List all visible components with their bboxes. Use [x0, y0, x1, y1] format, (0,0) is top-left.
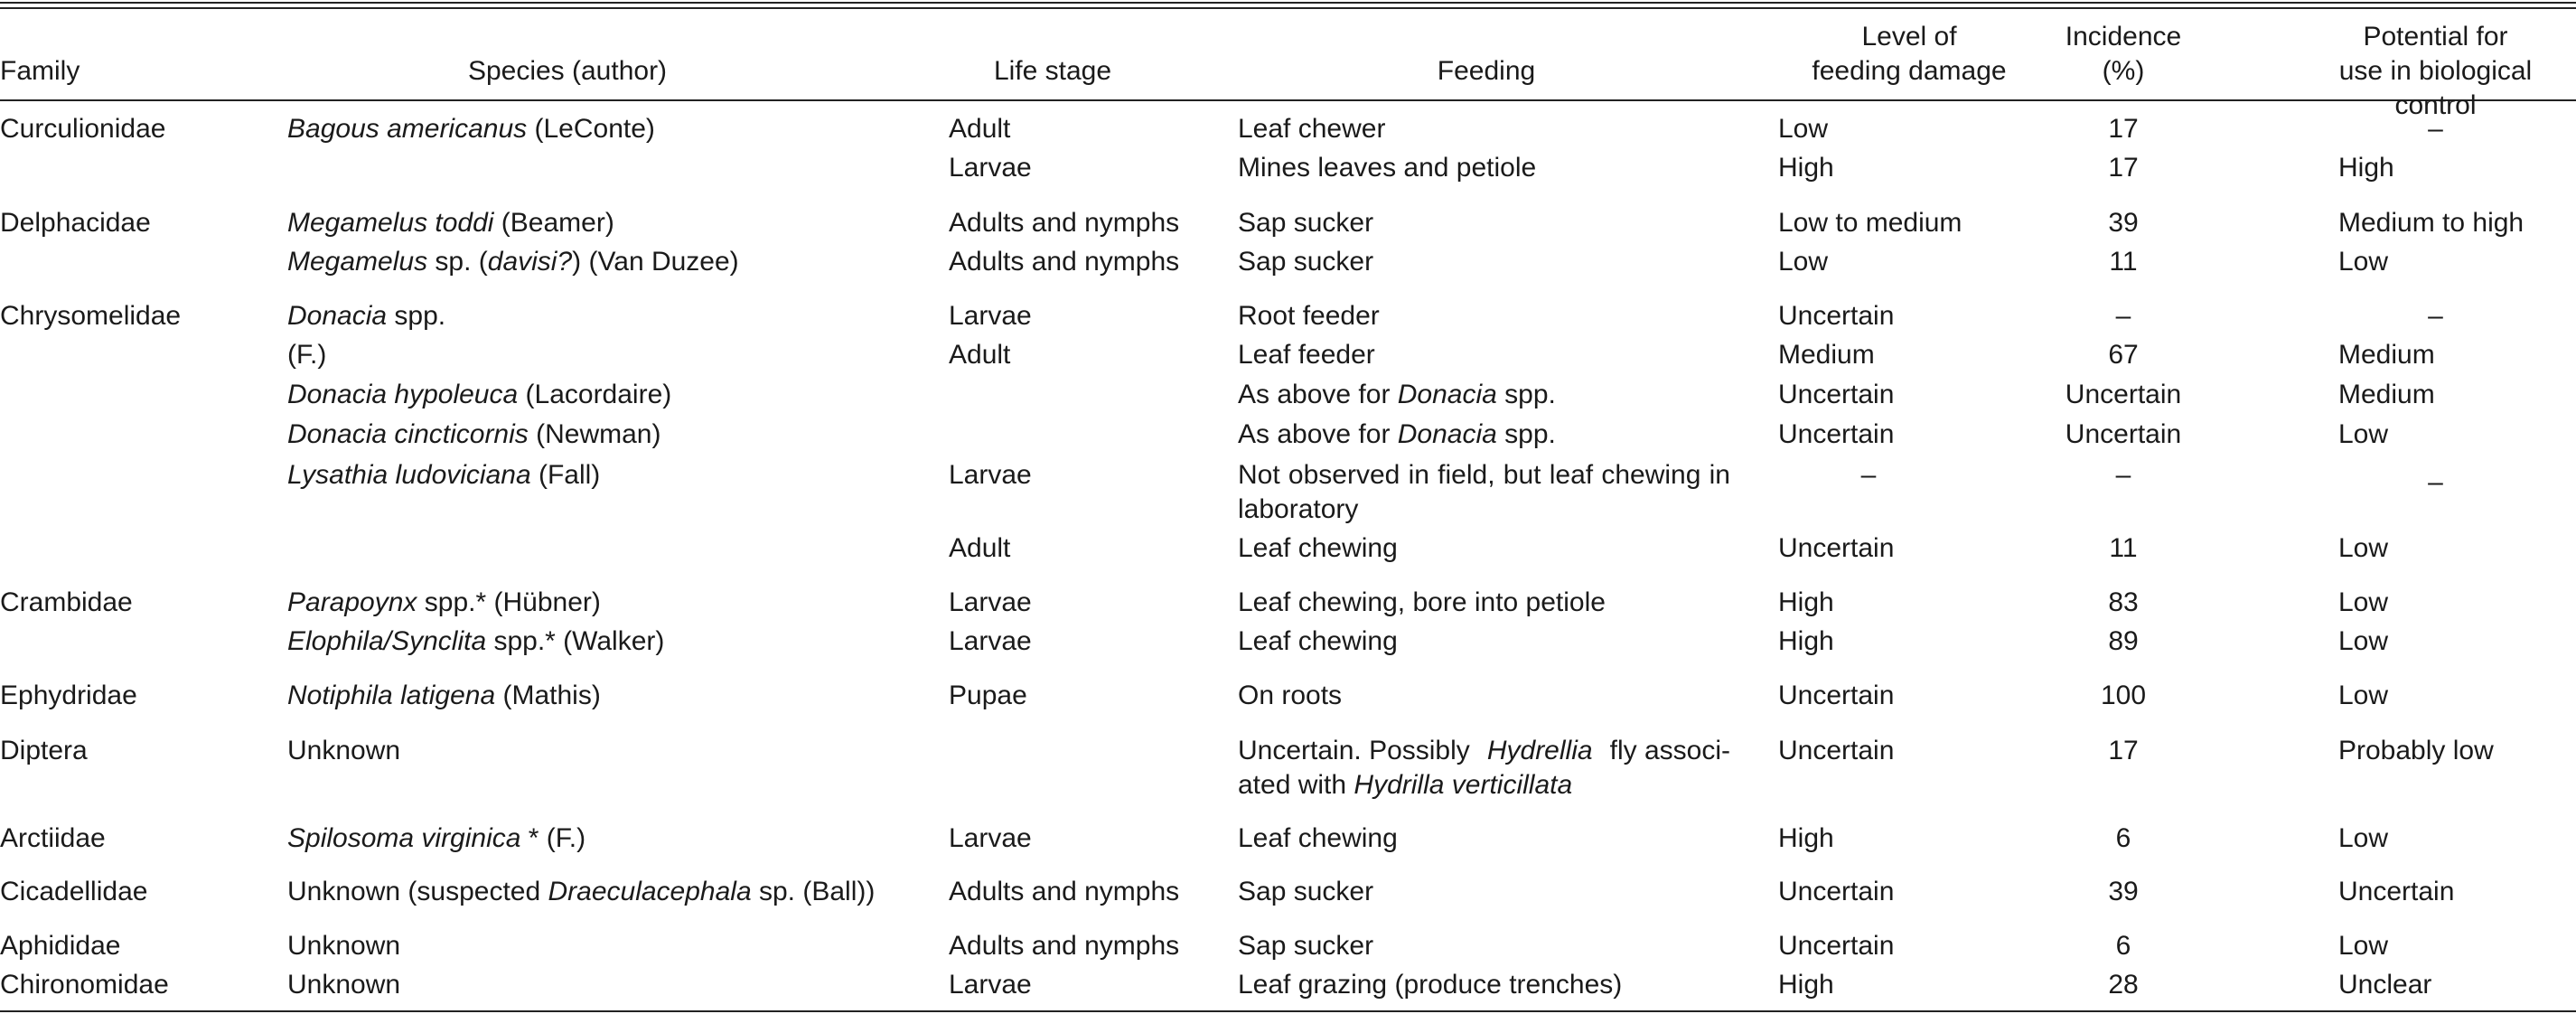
cell-incidence: 17 — [2108, 114, 2139, 144]
cell-potential: High — [2338, 153, 2394, 183]
cell-potential: Unclear — [2338, 970, 2432, 1000]
cell-potential: Medium — [2338, 340, 2435, 370]
cell-species: Donacia spp. — [287, 301, 446, 331]
cell-feeding: On roots — [1238, 681, 1343, 710]
feeding-line-2: ated with Hydrilla verticillata — [1238, 770, 1573, 800]
cell-life-stage: Larvae — [949, 626, 1032, 656]
cell-incidence: 39 — [2108, 877, 2139, 906]
header-life-stage: Life stage — [993, 56, 1112, 86]
cell-incidence: – — [2115, 301, 2131, 331]
cell-species: (F.) — [287, 340, 327, 370]
cell-species: Megamelus sp. (davisi?) (Van Duzee) — [287, 247, 739, 277]
table-top-rule-inner — [0, 7, 2576, 9]
cell-incidence: 67 — [2108, 340, 2139, 370]
cell-incidence: 100 — [2100, 681, 2147, 710]
cell-incidence: 17 — [2108, 153, 2139, 183]
cell-incidence: Uncertain — [2065, 419, 2182, 449]
cell-feeding: Root feeder — [1238, 301, 1380, 331]
cell-feeding: Leaf grazing (produce trenches) — [1238, 970, 1623, 1000]
cell-damage-level: Uncertain — [1778, 931, 1895, 961]
header-family: Family — [0, 56, 80, 86]
cell-feeding: Leaf feeder — [1238, 340, 1375, 370]
header-potential — [2295, 20, 2576, 123]
feeding-line-1: Uncertain. Possibly Hydrellia fly associ- — [1238, 736, 1730, 765]
cell-life-stage: Larvae — [949, 301, 1032, 331]
header-species: Species (author) — [467, 56, 668, 86]
cell-damage-level: Uncertain — [1778, 736, 1895, 765]
cell-species: Unknown (suspected Draeculacephala sp. (Ball)) — [287, 877, 876, 906]
cell-species: Lysathia ludoviciana (Fall) — [287, 460, 601, 490]
cell-life-stage: Adults and nymphs — [949, 877, 1180, 906]
cell-potential: Low — [2338, 247, 2389, 277]
header-level-of-damage — [1778, 20, 2040, 89]
cell-incidence: 89 — [2108, 626, 2139, 656]
cell-incidence: 6 — [2115, 931, 2131, 961]
cell-feeding: Sap sucker — [1238, 877, 1374, 906]
cell-feeding: Leaf chewing — [1238, 823, 1398, 853]
cell-species: Unknown — [287, 931, 401, 961]
cell-feeding — [1238, 734, 1730, 803]
cell-damage-level: High — [1778, 587, 1834, 617]
cell-damage-level: High — [1778, 970, 1834, 1000]
cell-life-stage: Adults and nymphs — [949, 247, 1180, 277]
cell-species: Megamelus toddi (Beamer) — [287, 208, 614, 238]
cell-feeding: Leaf chewing — [1238, 533, 1398, 563]
cell-potential: Low — [2338, 681, 2389, 710]
cell-incidence: 11 — [2109, 247, 2138, 277]
cell-feeding: Not observed in field, but leaf chewing in laboratory — [1238, 460, 1730, 524]
cell-family: Arctiidae — [0, 823, 106, 853]
cell-life-stage: Adult — [949, 114, 1011, 144]
cell-incidence: 11 — [2109, 533, 2138, 563]
cell-family: Curculionidae — [0, 114, 166, 144]
cell-life-stage: Larvae — [949, 587, 1032, 617]
cell-life-stage: Adults and nymphs — [949, 208, 1180, 238]
cell-life-stage: Larvae — [949, 823, 1032, 853]
header-incidence-line2: (%) — [2102, 56, 2145, 86]
cell-damage-level: Medium — [1778, 340, 1875, 370]
cell-damage-level: Low — [1778, 114, 1829, 144]
table-bottom-rule — [0, 1010, 2576, 1012]
cell-life-stage: Adults and nymphs — [949, 931, 1180, 961]
cell-family: Diptera — [0, 736, 88, 765]
cell-potential: Uncertain — [2338, 877, 2455, 906]
cell-damage-level: Uncertain — [1778, 681, 1895, 710]
cell-family: Delphacidae — [0, 208, 151, 238]
cell-life-stage: Adult — [949, 533, 1011, 563]
cell-life-stage: Larvae — [949, 460, 1032, 490]
cell-feeding: As above for Donacia spp. — [1238, 419, 1556, 449]
cell-potential: Low — [2338, 587, 2389, 617]
cell-species: Elophila/Synclita spp.* (Walker) — [287, 626, 665, 656]
cell-incidence: 6 — [2115, 823, 2131, 853]
cell-potential: – — [2428, 114, 2443, 144]
cell-damage-level: High — [1778, 153, 1834, 183]
cell-potential: Low — [2338, 419, 2389, 449]
cell-family: Cicadellidae — [0, 877, 148, 906]
cell-life-stage: Larvae — [949, 970, 1032, 1000]
cell-potential: – — [2428, 467, 2443, 497]
cell-species: Unknown — [287, 970, 401, 1000]
cell-damage-level: High — [1778, 626, 1834, 656]
header-potential-line2: use in biological control — [2338, 56, 2533, 120]
cell-incidence: 28 — [2108, 970, 2139, 1000]
header-level-line2: feeding damage — [1812, 56, 2007, 86]
cell-life-stage: Adult — [949, 340, 1011, 370]
cell-feeding: As above for Donacia spp. — [1238, 380, 1556, 409]
cell-feeding: Mines leaves and petiole — [1238, 153, 1537, 183]
cell-incidence: Uncertain — [2065, 380, 2182, 409]
cell-incidence: – — [2115, 460, 2131, 490]
cell-feeding: Leaf chewer — [1238, 114, 1386, 144]
cell-family: Ephydridae — [0, 681, 137, 710]
table-top-rule — [0, 2, 2576, 4]
header-incidence-line1: Incidence — [2065, 22, 2182, 52]
header-level-line1: Level of — [1861, 22, 1957, 52]
cell-damage-level: Uncertain — [1778, 380, 1895, 409]
cell-potential: Low — [2338, 931, 2389, 961]
cell-species: Donacia cincticornis (Newman) — [287, 419, 661, 449]
cell-family: Crambidae — [0, 587, 133, 617]
cell-feeding: Sap sucker — [1238, 247, 1374, 277]
cell-damage-level: Uncertain — [1778, 877, 1895, 906]
cell-potential: Medium to high — [2338, 208, 2524, 238]
cell-damage-level: High — [1778, 823, 1834, 853]
cell-species: Bagous americanus (LeConte) — [287, 114, 655, 144]
cell-incidence: 39 — [2108, 208, 2139, 238]
cell-feeding: Leaf chewing, bore into petiole — [1238, 587, 1606, 617]
cell-potential: Low — [2338, 533, 2389, 563]
header-potential-line1: Potential for — [2363, 22, 2508, 52]
cell-family: Chrysomelidae — [0, 301, 182, 331]
header-rule — [0, 99, 2576, 101]
cell-species: Notiphila latigena (Mathis) — [287, 681, 601, 710]
cell-damage-level: Uncertain — [1778, 533, 1895, 563]
header-incidence — [2006, 20, 2241, 89]
cell-potential: – — [2428, 301, 2443, 331]
cell-feeding: Sap sucker — [1238, 208, 1374, 238]
cell-family: Chironomidae — [0, 970, 169, 1000]
cell-damage-level: Low to medium — [1778, 208, 1962, 238]
cell-species: Spilosoma virginica * (F.) — [287, 823, 586, 853]
cell-damage-level: Uncertain — [1778, 301, 1895, 331]
cell-family: Aphididae — [0, 931, 121, 961]
cell-damage-level: – — [1860, 460, 1877, 490]
cell-incidence: 17 — [2108, 736, 2139, 765]
cell-potential: Low — [2338, 823, 2389, 853]
cell-damage-level: Uncertain — [1778, 419, 1895, 449]
cell-potential: Probably low — [2338, 736, 2494, 765]
cell-incidence: 83 — [2108, 587, 2139, 617]
cell-feeding: Leaf chewing — [1238, 626, 1398, 656]
cell-species: Donacia hypoleuca (Lacordaire) — [287, 380, 672, 409]
header-feeding: Feeding — [1437, 56, 1536, 86]
cell-damage-level: Low — [1778, 247, 1829, 277]
cell-life-stage: Larvae — [949, 153, 1032, 183]
cell-potential: Medium — [2338, 380, 2435, 409]
cell-feeding: Sap sucker — [1238, 931, 1374, 961]
cell-species: Parapoynx spp.* (Hübner) — [287, 587, 601, 617]
cell-potential: Low — [2338, 626, 2389, 656]
cell-life-stage: Pupae — [949, 681, 1027, 710]
cell-species: Unknown — [287, 736, 401, 765]
